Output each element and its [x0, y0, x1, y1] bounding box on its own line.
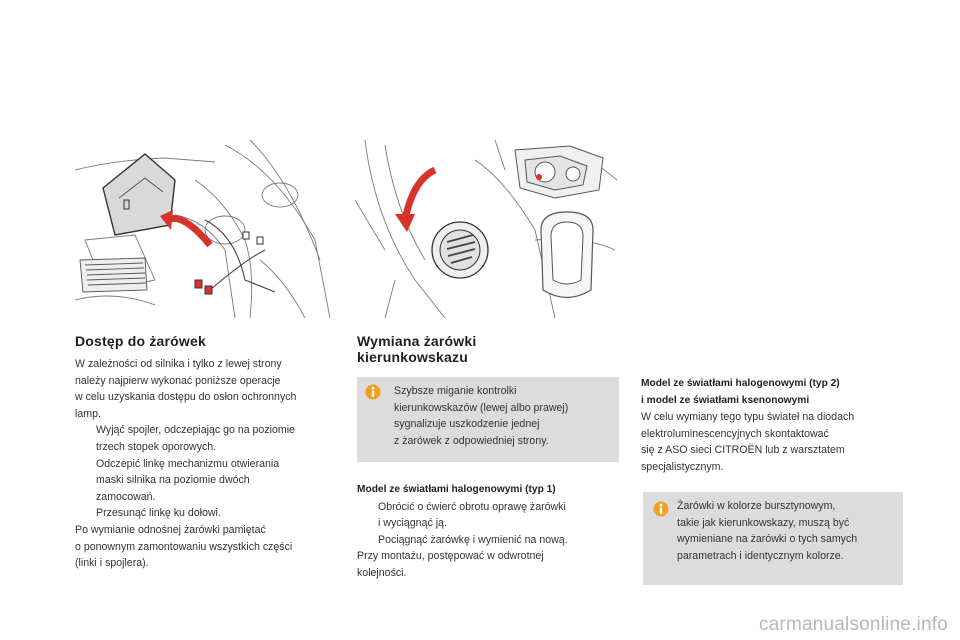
body-line: się z ASO sieci CITROËN lub z warsztatem [641, 444, 845, 457]
info-line: Żarówki w kolorze bursztynowym, [677, 500, 836, 512]
info-line: Szybsze miganie kontrolki [394, 385, 517, 397]
outro-line: o ponownym zamontowaniu wszystkich części [75, 540, 293, 553]
step-item [357, 499, 622, 532]
subheading-halogen-type1: Model ze światłami halogenowymi (typ 1) [357, 484, 556, 495]
body-line: W celu wymiany tego typu świateł na diodach [641, 411, 855, 424]
info-box-indicator [357, 377, 619, 462]
subheading-line: Model ze światłami halogenowymi (typ 2) [641, 378, 840, 389]
info-icon [365, 384, 381, 400]
info-line: z żarówek z odpowiedniej strony. [394, 434, 549, 447]
outro-line: kolejności. [357, 566, 407, 579]
steps-list [75, 422, 345, 522]
outro-line: Po wymianie odnośnej żarówki pamiętać [75, 523, 266, 536]
step-line: trzech stopek oporowych. [96, 440, 217, 453]
step-line: Obrócić o ćwierć obrotu oprawę żarówki [378, 500, 566, 513]
section-bulb-access [75, 333, 345, 572]
body-line: specjalistycznym. [641, 460, 724, 473]
step-line: Wyjąć spojler, odczepiając go na poziomie [96, 424, 295, 437]
step-line: Przesunąć linkę ku dołowi. [96, 507, 221, 520]
info-line: takie jak kierunkowskazy, muszą być [677, 516, 850, 529]
info-line: wymieniane na żarówki o tych samych [677, 533, 858, 546]
intro-line: w celu uzyskania dostępu do osłon ochronnych [75, 391, 297, 404]
step-item [75, 505, 345, 522]
step-line: Odczepić linkę mechanizmu otwierania [96, 457, 280, 470]
step-line: zamocowań. [96, 490, 156, 503]
intro-line: lamp. [75, 407, 101, 420]
outro-line: (linki i spojlera). [75, 557, 149, 570]
intro-line: W zależności od silnika i tylko z lewej strony [75, 358, 282, 370]
info-icon [653, 501, 669, 517]
step-item [75, 422, 345, 455]
steps-list [357, 499, 622, 549]
illustration-indicator-housing [355, 140, 620, 318]
section-title-indicator [357, 333, 622, 365]
title-line: kierunkowskazu [357, 349, 468, 365]
title-line: Wymiana żarówki [357, 333, 477, 349]
outro-line: Przy montażu, postępować w odwrotnej [357, 550, 544, 563]
subheading-line: i model ze światłami ksenonowymi [641, 394, 810, 406]
intro-line: należy najpierw wykonać poniższe operacje [75, 374, 281, 387]
step-item [357, 532, 622, 549]
section-indicator-replacement [357, 333, 622, 582]
step-line: Pociągnąć żarówkę i wymienić na nową. [378, 533, 568, 546]
body-line: elektroluminescencyjnych skontaktować [641, 427, 829, 440]
info-line: parametrach i identycznym kolorze. [677, 549, 844, 562]
section-title-bulb-access: Dostęp do żarówek [75, 333, 206, 349]
section-halogen-xenon [641, 376, 906, 476]
step-line: i wyciągnąć ją. [378, 517, 447, 530]
watermark: carmanualsonline.info [758, 614, 948, 635]
info-line: kierunkowskazów (lewej albo prawej) [394, 401, 569, 414]
info-box-amber-bulbs [643, 492, 903, 585]
step-line: maski silnika na poziomie dwóch [96, 474, 250, 487]
info-line: sygnalizuje uszkodzenie jednej [394, 418, 540, 431]
illustration-spoiler-access [75, 140, 335, 318]
step-item [75, 456, 345, 506]
